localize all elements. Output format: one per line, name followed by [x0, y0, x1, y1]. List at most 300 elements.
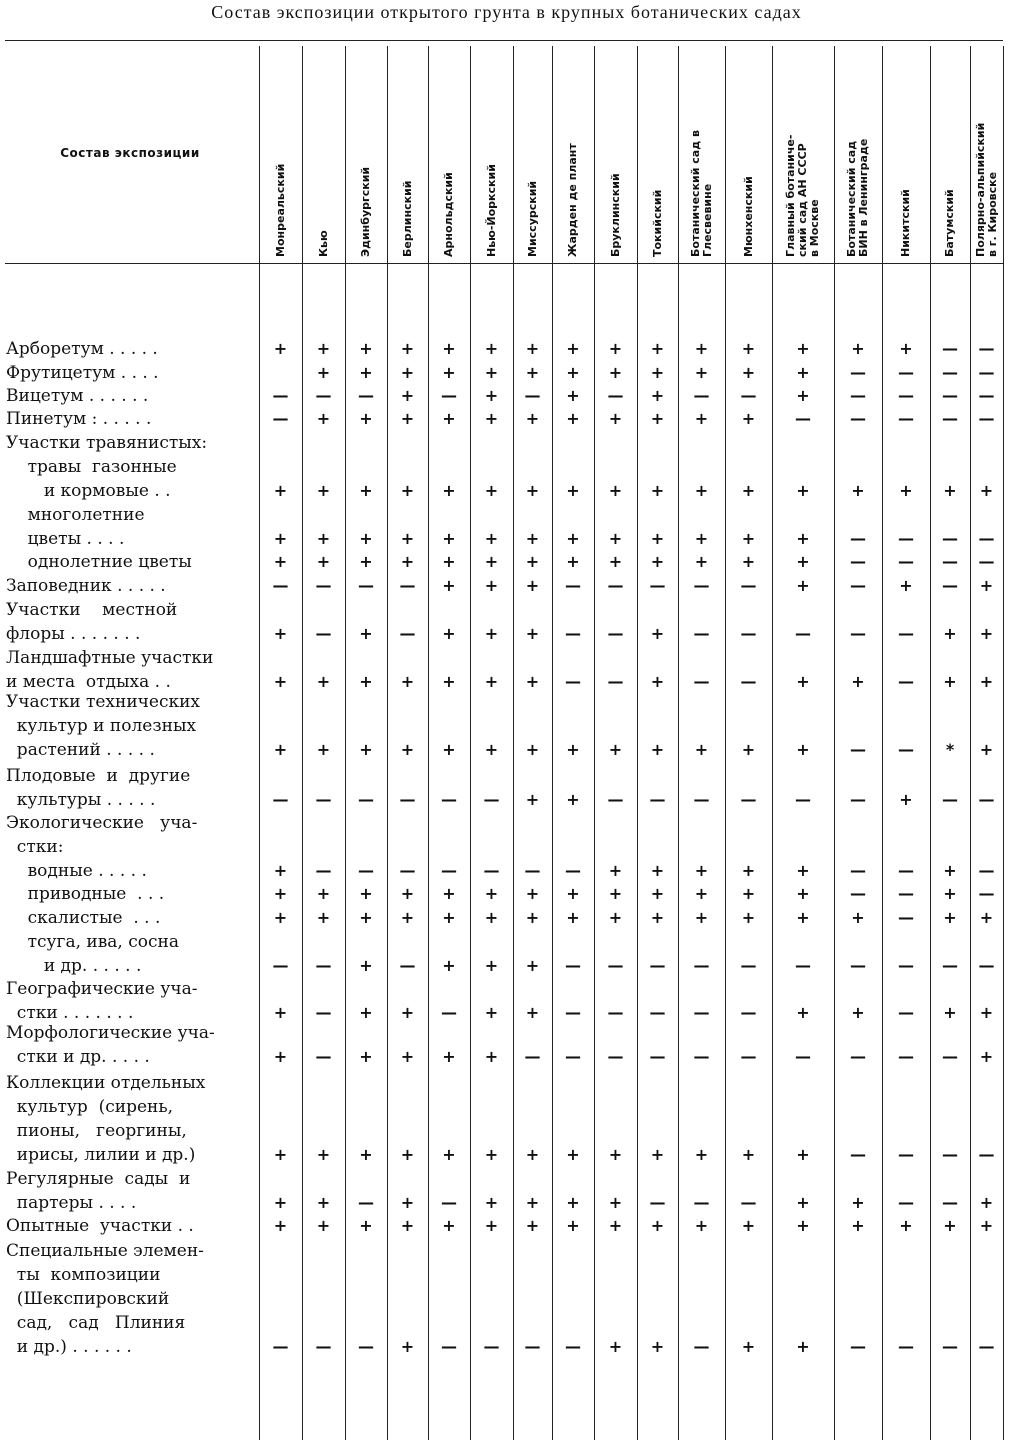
row-label: растений . . . . .	[6, 740, 155, 760]
plus-mark: +	[796, 339, 810, 358]
plus-mark: +	[484, 624, 499, 643]
dash-mark: —	[315, 956, 332, 975]
dash-mark: —	[898, 1003, 914, 1022]
row-label: флоры . . . . . . .	[6, 624, 141, 644]
plus-mark: +	[442, 884, 456, 903]
plus-mark: +	[400, 1145, 415, 1164]
dash-mark: —	[693, 1337, 710, 1356]
column-header	[637, 48, 678, 257]
dash-mark: —	[795, 624, 811, 643]
column-header	[470, 48, 513, 257]
plus-mark: +	[566, 908, 580, 927]
dash-mark: —	[978, 552, 995, 571]
plus-mark: +	[484, 481, 499, 500]
plus-mark: +	[273, 672, 288, 691]
plus-mark: +	[566, 552, 580, 571]
plus-mark: +	[943, 481, 957, 500]
plus-mark: +	[741, 1337, 756, 1356]
dash-mark: —	[978, 884, 995, 903]
plus-mark: +	[442, 672, 456, 691]
dash-mark: —	[898, 1337, 914, 1356]
dash-mark: —	[607, 956, 624, 975]
dash-mark: —	[740, 956, 757, 975]
plus-mark: +	[525, 624, 540, 643]
plus-mark: +	[741, 481, 756, 500]
dash-mark: —	[358, 861, 374, 880]
dash-mark: —	[693, 1047, 710, 1066]
row-label: сад, сад Плиния	[6, 1313, 186, 1333]
row-label: однолетние цветы	[6, 552, 192, 572]
plus-mark: +	[316, 672, 331, 691]
plus-mark: +	[484, 339, 499, 358]
dash-mark: —	[399, 576, 416, 595]
dash-mark: —	[850, 790, 866, 809]
dash-mark: —	[524, 861, 541, 880]
plus-mark: +	[694, 1216, 709, 1235]
row-label: приводные . . .	[6, 884, 165, 904]
dash-mark: —	[358, 1193, 374, 1212]
plus-mark: +	[796, 363, 810, 382]
plus-mark: +	[359, 363, 373, 382]
plus-mark: +	[943, 861, 957, 880]
plus-mark: +	[796, 672, 810, 691]
plus-mark: +	[608, 1193, 623, 1212]
dash-mark: —	[898, 529, 914, 548]
dash-mark: —	[565, 1003, 581, 1022]
plus-mark: +	[796, 861, 810, 880]
plus-mark: +	[400, 386, 415, 405]
dash-mark: —	[942, 339, 958, 358]
dash-mark: —	[483, 1337, 500, 1356]
row-label: культуры . . . . .	[6, 790, 156, 810]
dash-mark: —	[607, 624, 624, 643]
plus-mark: +	[796, 740, 810, 759]
plus-mark: +	[943, 1216, 957, 1235]
dash-mark: —	[850, 956, 866, 975]
plus-mark: +	[650, 481, 665, 500]
column-header	[678, 48, 725, 257]
plus-mark: +	[608, 409, 623, 428]
plus-mark: +	[273, 1145, 288, 1164]
dash-mark: —	[399, 790, 416, 809]
dash-mark: —	[898, 409, 914, 428]
dash-mark: —	[850, 624, 866, 643]
dash-mark: —	[565, 861, 581, 880]
dash-mark: —	[850, 552, 866, 571]
plus-mark: +	[525, 409, 540, 428]
plus-mark: +	[525, 1145, 540, 1164]
dash-mark: —	[272, 790, 289, 809]
dash-mark: —	[358, 1337, 374, 1356]
plus-mark: +	[316, 339, 331, 358]
plus-mark: +	[650, 409, 665, 428]
plus-mark: +	[484, 956, 499, 975]
dash-mark: —	[693, 956, 710, 975]
dash-mark: —	[898, 386, 914, 405]
plus-mark: +	[899, 576, 913, 595]
plus-mark: +	[525, 884, 540, 903]
plus-mark: +	[608, 1216, 623, 1235]
dash-mark: —	[315, 624, 332, 643]
row-label: Морфологические уча-	[6, 1023, 215, 1043]
row-label: и места отдыха . .	[6, 672, 171, 692]
dash-mark: —	[942, 386, 958, 405]
row-label: Вицетум . . . . . .	[6, 386, 149, 406]
plus-mark: +	[400, 1216, 415, 1235]
plus-mark: +	[943, 624, 957, 643]
dash-mark: —	[942, 529, 958, 548]
plus-mark: +	[525, 363, 540, 382]
plus-mark: +	[273, 740, 288, 759]
plus-mark: +	[608, 363, 623, 382]
plus-mark: +	[851, 1216, 865, 1235]
dash-mark: —	[850, 363, 866, 382]
dash-mark: —	[795, 956, 811, 975]
plus-mark: +	[851, 1193, 865, 1212]
plus-mark: +	[359, 884, 373, 903]
dash-mark: —	[898, 884, 914, 903]
dash-mark: —	[942, 552, 958, 571]
dash-mark: —	[441, 861, 457, 880]
plus-mark: +	[566, 529, 580, 548]
plus-mark: +	[979, 624, 994, 643]
plus-mark: +	[650, 740, 665, 759]
plus-mark: +	[608, 339, 623, 358]
plus-mark: +	[273, 1047, 288, 1066]
plus-mark: +	[442, 363, 456, 382]
row-label: Заповедник . . . . .	[6, 576, 166, 596]
plus-mark: +	[400, 672, 415, 691]
plus-mark: +	[273, 861, 288, 880]
plus-mark: +	[442, 1216, 456, 1235]
plus-mark: +	[273, 1193, 288, 1212]
column-header-text: Главный ботаниче- ский сад АН СССР в Москве	[784, 134, 821, 257]
plus-mark: +	[979, 1216, 994, 1235]
plus-mark: +	[796, 1337, 810, 1356]
plus-mark: +	[525, 790, 540, 809]
plus-mark: +	[979, 576, 994, 595]
plus-mark: +	[694, 884, 709, 903]
column-header	[302, 48, 345, 257]
column-divider	[1003, 46, 1004, 1440]
dash-mark: —	[524, 1337, 541, 1356]
dash-mark: —	[693, 624, 710, 643]
plus-mark: +	[741, 740, 756, 759]
plus-mark: +	[316, 1216, 331, 1235]
dash-mark: —	[649, 1193, 666, 1212]
plus-mark: +	[796, 1145, 810, 1164]
dash-mark: —	[565, 1337, 581, 1356]
row-label: Регулярные сады и	[6, 1169, 191, 1189]
column-header-text: Эдинбургский	[359, 166, 372, 257]
plus-mark: +	[694, 552, 709, 571]
plus-mark: +	[525, 339, 540, 358]
plus-mark: +	[525, 1003, 540, 1022]
plus-mark: +	[442, 552, 456, 571]
plus-mark: +	[650, 672, 665, 691]
dash-mark: —	[441, 1337, 457, 1356]
plus-mark: +	[650, 884, 665, 903]
dash-mark: —	[898, 672, 914, 691]
row-label: Фрутицетум . . . .	[6, 363, 159, 383]
plus-mark: +	[741, 861, 756, 880]
plus-mark: +	[566, 884, 580, 903]
dash-mark: —	[483, 861, 500, 880]
dash-mark: —	[399, 861, 416, 880]
plus-mark: +	[400, 529, 415, 548]
dash-mark: —	[358, 386, 374, 405]
dash-mark: —	[315, 1047, 332, 1066]
row-label: Участки местной	[6, 600, 178, 620]
plus-mark: +	[943, 908, 957, 927]
plus-mark: +	[525, 956, 540, 975]
plus-mark: +	[316, 481, 331, 500]
plus-mark: +	[525, 740, 540, 759]
dash-mark: —	[399, 624, 416, 643]
plus-mark: +	[484, 1003, 499, 1022]
plus-mark: +	[741, 363, 756, 382]
plus-mark: +	[694, 409, 709, 428]
plus-mark: +	[316, 740, 331, 759]
column-header	[882, 48, 930, 257]
plus-mark: +	[650, 529, 665, 548]
column-header	[834, 48, 882, 257]
plus-mark: +	[525, 908, 540, 927]
plus-mark: +	[650, 552, 665, 571]
plus-mark: +	[796, 481, 810, 500]
plus-mark: +	[796, 386, 810, 405]
column-header-text: Бруклинский	[609, 173, 622, 257]
plus-mark: +	[694, 740, 709, 759]
dash-mark: —	[740, 672, 757, 691]
dash-mark: —	[850, 529, 866, 548]
row-label: Опытные участки . .	[6, 1216, 194, 1236]
plus-mark: +	[566, 386, 580, 405]
plus-mark: +	[442, 339, 456, 358]
page-title: Состав экспозиции открытого грунта в крупных ботанических садах	[211, 2, 802, 22]
dash-mark: —	[693, 790, 710, 809]
dash-mark: —	[693, 576, 710, 595]
column-header-text: Монреальский	[274, 163, 287, 257]
plus-mark: +	[741, 552, 756, 571]
plus-mark: +	[650, 386, 665, 405]
plus-mark: +	[484, 576, 499, 595]
dash-mark: —	[740, 1047, 757, 1066]
dash-mark: —	[358, 790, 374, 809]
plus-mark: +	[484, 1216, 499, 1235]
plus-mark: +	[796, 576, 810, 595]
row-label: многолетние	[6, 505, 145, 525]
dash-mark: —	[524, 1047, 541, 1066]
dash-mark: —	[978, 861, 995, 880]
dash-mark: —	[358, 576, 374, 595]
dash-mark: —	[315, 861, 332, 880]
plus-mark: +	[608, 908, 623, 927]
dash-mark: —	[978, 409, 995, 428]
dash-mark: —	[441, 386, 457, 405]
dash-mark: —	[693, 1193, 710, 1212]
dash-mark: —	[978, 1145, 995, 1164]
plus-mark: +	[943, 672, 957, 691]
plus-mark: +	[741, 1145, 756, 1164]
dash-mark: —	[978, 339, 995, 358]
row-label: Участки травянистых:	[6, 433, 208, 453]
plus-mark: +	[442, 956, 456, 975]
plus-mark: +	[316, 1193, 331, 1212]
dash-mark: —	[565, 624, 581, 643]
row-label: Ландшафтные участки	[6, 648, 214, 668]
dash-mark: —	[740, 576, 757, 595]
column-header-text: Кью	[317, 230, 330, 257]
column-header-text: Жарден де плант	[566, 143, 579, 257]
dash-mark: —	[898, 861, 914, 880]
plus-mark: +	[566, 409, 580, 428]
plus-mark: +	[650, 1337, 665, 1356]
plus-mark: +	[608, 529, 623, 548]
plus-mark: +	[796, 529, 810, 548]
plus-mark: +	[359, 908, 373, 927]
dash-mark: —	[740, 790, 757, 809]
column-header-text: Ботанический сад БИН в Ленинграде	[845, 138, 870, 257]
plus-mark: +	[979, 1047, 994, 1066]
dash-mark: —	[272, 409, 289, 428]
plus-mark: +	[273, 884, 288, 903]
plus-mark: +	[796, 552, 810, 571]
plus-mark: +	[694, 1145, 709, 1164]
plus-mark: +	[400, 908, 415, 927]
dash-mark: —	[607, 1047, 624, 1066]
dash-mark: —	[942, 790, 958, 809]
plus-mark: +	[525, 672, 540, 691]
plus-mark: +	[525, 576, 540, 595]
plus-mark: +	[273, 552, 288, 571]
dash-mark: —	[850, 884, 866, 903]
plus-mark: +	[400, 1193, 415, 1212]
column-header-text: Арнольдский	[442, 172, 455, 257]
plus-mark: +	[979, 740, 994, 759]
plus-mark: +	[694, 363, 709, 382]
row-label: ирисы, лилии и др.)	[6, 1145, 196, 1165]
plus-mark: +	[359, 1003, 373, 1022]
dash-mark: —	[315, 386, 332, 405]
plus-mark: +	[650, 908, 665, 927]
plus-mark: +	[899, 481, 913, 500]
plus-mark: +	[566, 790, 580, 809]
plus-mark: +	[484, 529, 499, 548]
column-header	[772, 48, 834, 257]
plus-mark: +	[484, 1193, 499, 1212]
plus-mark: +	[442, 740, 456, 759]
plus-mark: +	[484, 884, 499, 903]
dash-mark: —	[441, 1003, 457, 1022]
dash-mark: —	[898, 1145, 914, 1164]
plus-mark: +	[566, 1145, 580, 1164]
row-label: травы газонные	[6, 457, 177, 477]
dash-mark: —	[942, 1145, 958, 1164]
plus-mark: +	[741, 529, 756, 548]
plus-mark: +	[899, 1216, 913, 1235]
plus-mark: +	[400, 884, 415, 903]
dash-mark: —	[693, 672, 710, 691]
plus-mark: +	[851, 481, 865, 500]
plus-mark: +	[484, 409, 499, 428]
dash-mark: —	[978, 1337, 995, 1356]
dash-mark: —	[850, 409, 866, 428]
column-header-text: Никитский	[899, 189, 912, 257]
plus-mark: +	[979, 1193, 994, 1212]
row-label: Географические уча-	[6, 979, 198, 999]
dash-mark: —	[272, 386, 289, 405]
plus-mark: +	[851, 339, 865, 358]
plus-mark: +	[316, 552, 331, 571]
dash-mark: —	[942, 1193, 958, 1212]
plus-mark: +	[650, 1216, 665, 1235]
row-label: и др. . . . . .	[6, 956, 142, 976]
dash-mark: —	[693, 1003, 710, 1022]
plus-mark: +	[359, 672, 373, 691]
dash-mark: —	[898, 908, 914, 927]
plus-mark: +	[851, 672, 865, 691]
dash-mark: —	[524, 386, 541, 405]
plus-mark: +	[979, 672, 994, 691]
dash-mark: —	[607, 1003, 624, 1022]
column-header	[594, 48, 637, 257]
plus-mark: +	[273, 908, 288, 927]
dash-mark: —	[441, 790, 457, 809]
dash-mark: —	[649, 790, 666, 809]
plus-mark: +	[400, 339, 415, 358]
table-header-label: Состав экспозиции	[60, 146, 200, 160]
dash-mark: —	[898, 1047, 914, 1066]
dash-mark: —	[399, 956, 416, 975]
plus-mark: +	[400, 1337, 415, 1356]
plus-mark: +	[741, 339, 756, 358]
dash-mark: —	[565, 576, 581, 595]
plus-mark: +	[316, 1145, 331, 1164]
dash-mark: —	[942, 1047, 958, 1066]
dash-mark: —	[942, 409, 958, 428]
plus-mark: +	[796, 1193, 810, 1212]
plus-mark: +	[741, 409, 756, 428]
dash-mark: —	[850, 1337, 866, 1356]
plus-mark: +	[608, 740, 623, 759]
plus-mark: +	[851, 908, 865, 927]
plus-mark: +	[608, 884, 623, 903]
plus-mark: +	[484, 386, 499, 405]
plus-mark: +	[273, 1003, 288, 1022]
plus-mark: +	[359, 1047, 373, 1066]
dash-mark: —	[607, 672, 624, 691]
dash-mark: —	[850, 1047, 866, 1066]
column-header-text: Токийский	[651, 189, 664, 257]
plus-mark: +	[484, 908, 499, 927]
plus-mark: +	[400, 409, 415, 428]
plus-mark: +	[359, 1216, 373, 1235]
plus-mark: +	[608, 1337, 623, 1356]
dash-mark: —	[942, 1337, 958, 1356]
dash-mark: —	[315, 790, 332, 809]
plus-mark: +	[979, 481, 994, 500]
plus-mark: +	[316, 529, 331, 548]
dash-mark: —	[978, 386, 995, 405]
row-label: скалистые . . .	[6, 908, 161, 928]
plus-mark: +	[442, 908, 456, 927]
dash-mark: —	[898, 624, 914, 643]
column-header-text: Нью-Йоркский	[485, 164, 498, 257]
plus-mark: +	[650, 363, 665, 382]
column-header	[345, 48, 387, 257]
dash-mark: —	[978, 790, 995, 809]
